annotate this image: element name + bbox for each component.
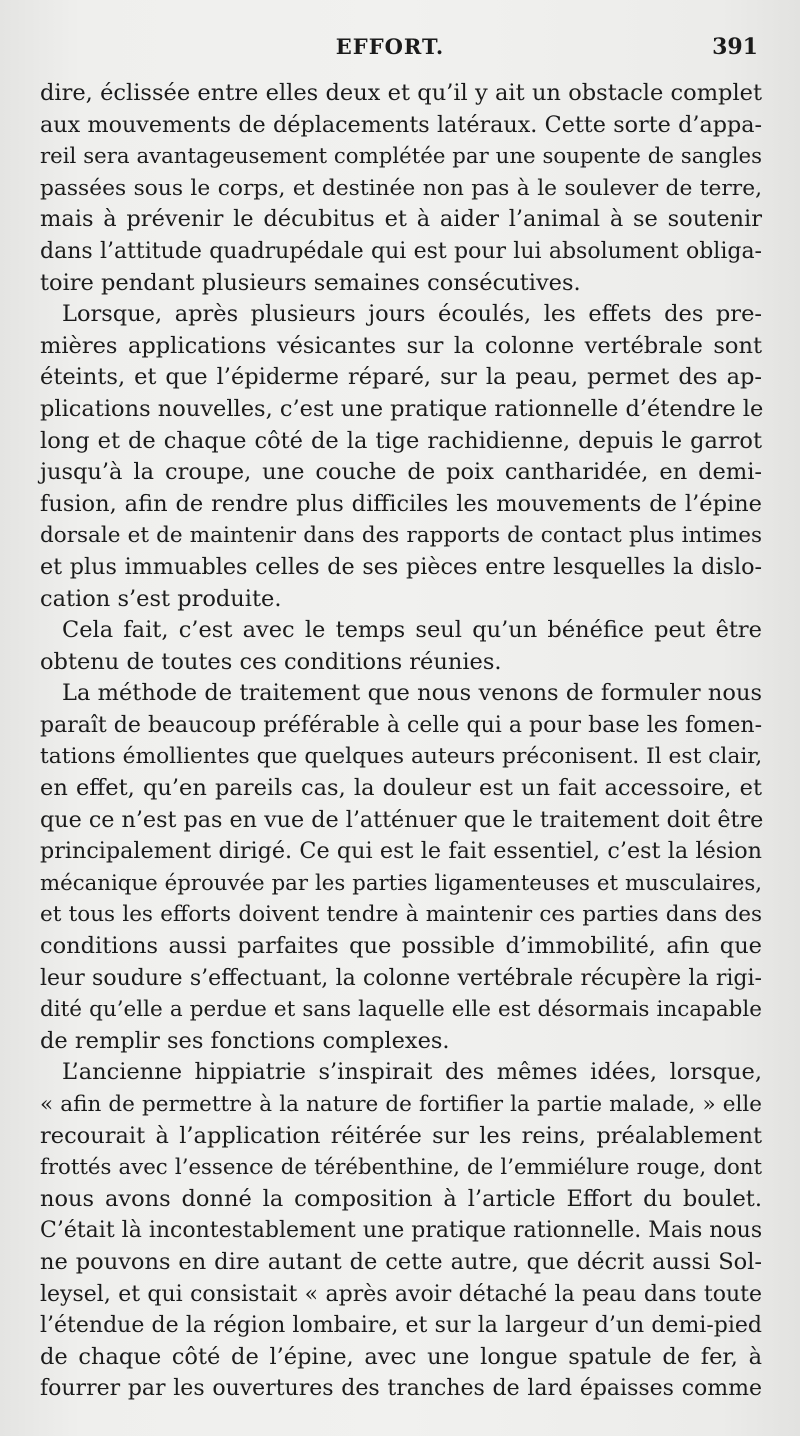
text-line: long et de chaque côté de la tige rachidienne, depuis le garrot xyxy=(40,427,762,454)
text-line: dité qu’elle a perdue et sans laquelle elle est désormais incapable xyxy=(40,997,762,1023)
text-line: leur soudure s’effectuant, la colonne vertébrale récupère la rigi- xyxy=(40,965,762,991)
text-line: C’était là incontestablement une pratique rationnelle. Mais nous xyxy=(40,1218,763,1244)
body-text xyxy=(40,78,762,1405)
text-line: fourrer par les ouvertures des tranches de lard épaisses comme xyxy=(40,1376,762,1402)
text-line: et tous les efforts doivent tendre à maintenir ces parties dans des xyxy=(40,902,762,928)
text-line: que ce n’est pas en vue de l’atténuer que le traitement doit être xyxy=(40,806,764,833)
text-line: de chaque côté de l’épine, avec une longue spatule de fer, à xyxy=(40,1343,762,1370)
text-line: de remplir ses fonctions complexes. xyxy=(40,1027,450,1054)
text-line: passées sous le corps, et destinée non pas à le soulever de terre, xyxy=(40,175,762,201)
text-line: Lorsque, après plusieurs jours écoulés, les effets des pre- xyxy=(62,301,762,328)
text-line: fusion, afin de rendre plus difficiles les mouvements de l’épine xyxy=(40,490,762,517)
text-line: nous avons donné la composition à l’article Effort du boulet. xyxy=(40,1185,762,1212)
text-line: et plus immuables celles de ses pièces entre lesquelles la dislo- xyxy=(40,553,762,580)
text-line: ne pouvons en dire autant de cette autre, que décrit aussi Sol- xyxy=(40,1248,762,1275)
text-line: cation s’est produite. xyxy=(40,585,282,612)
running-title: EFFORT. xyxy=(335,34,445,59)
text-line: en effet, qu’en pareils cas, la douleur est un fait accessoire, et xyxy=(40,775,762,802)
text-line: dire, éclissée entre elles deux et qu’il y ait un obstacle complet xyxy=(40,80,762,106)
text-line: « afin de permettre à la nature de fortifier la partie malade, » elle xyxy=(40,1092,762,1117)
text-line: mécanique éprouvée par les parties ligamenteuses et musculaires, xyxy=(40,870,762,896)
text-line: La méthode de traitement que nous venons de formuler nous xyxy=(62,680,762,707)
text-line: reil sera avantageusement complétée par une soupente de sangles xyxy=(40,144,762,170)
text-line: éteints, et que l’épiderme réparé, sur la peau, permet des ap- xyxy=(40,364,762,391)
text-line: paraît de beaucoup préférable à celle qui a pour base les fomen- xyxy=(40,712,762,738)
page-number: 391 xyxy=(712,34,758,60)
text-line: dorsale et de maintenir dans des rapports de contact plus intimes xyxy=(40,523,762,549)
text-line: conditions aussi parfaites que possible d’immobilité, afin que xyxy=(40,933,762,960)
text-line: recourait à l’application réitérée sur les reins, préalablement xyxy=(40,1122,762,1149)
text-line: L’ancienne hippiatrie s’inspirait des mêmes idées, lorsque, xyxy=(62,1059,762,1086)
text-line: l’étendue de la région lombaire, et sur la largeur d’un demi-pied xyxy=(40,1313,762,1339)
text-line: aux mouvements de déplacements latéraux. Cette sorte d’appa- xyxy=(40,111,762,138)
text-line: mais à prévenir le décubitus et à aider l’animal à se soutenir xyxy=(40,206,762,233)
text-line: principalement dirigé. Ce qui est le fait essentiel, c’est la lésion xyxy=(40,838,762,865)
text-line: toire pendant plusieurs semaines consécutives. xyxy=(40,269,581,296)
text-line: Cela fait, c’est avec le temps seul qu’un bénéfice peut être xyxy=(62,617,762,644)
text-line: mières applications vésicantes sur la colonne vertébrale sont xyxy=(40,332,762,359)
text-line: obtenu de toutes ces conditions réunies. xyxy=(40,648,502,675)
text-line: frottés avec l’essence de térébenthine, de l’emmiélure rouge, dont xyxy=(40,1155,762,1181)
text-line: dans l’attitude quadrupédale qui est pour lui absolument obliga- xyxy=(40,238,762,264)
text-line: leysel, et qui consistait « après avoir détaché la peau dans toute xyxy=(40,1281,762,1307)
text-line: plications nouvelles, c’est une pratique rationnelle d’étendre le xyxy=(40,395,764,422)
running-head xyxy=(0,30,800,64)
text-line: jusqu’à la croupe, une couche de poix cantharidée, en demi- xyxy=(40,459,762,486)
text-line: tations émollientes que quelques auteurs préconisent. Il est clair, xyxy=(40,744,763,770)
